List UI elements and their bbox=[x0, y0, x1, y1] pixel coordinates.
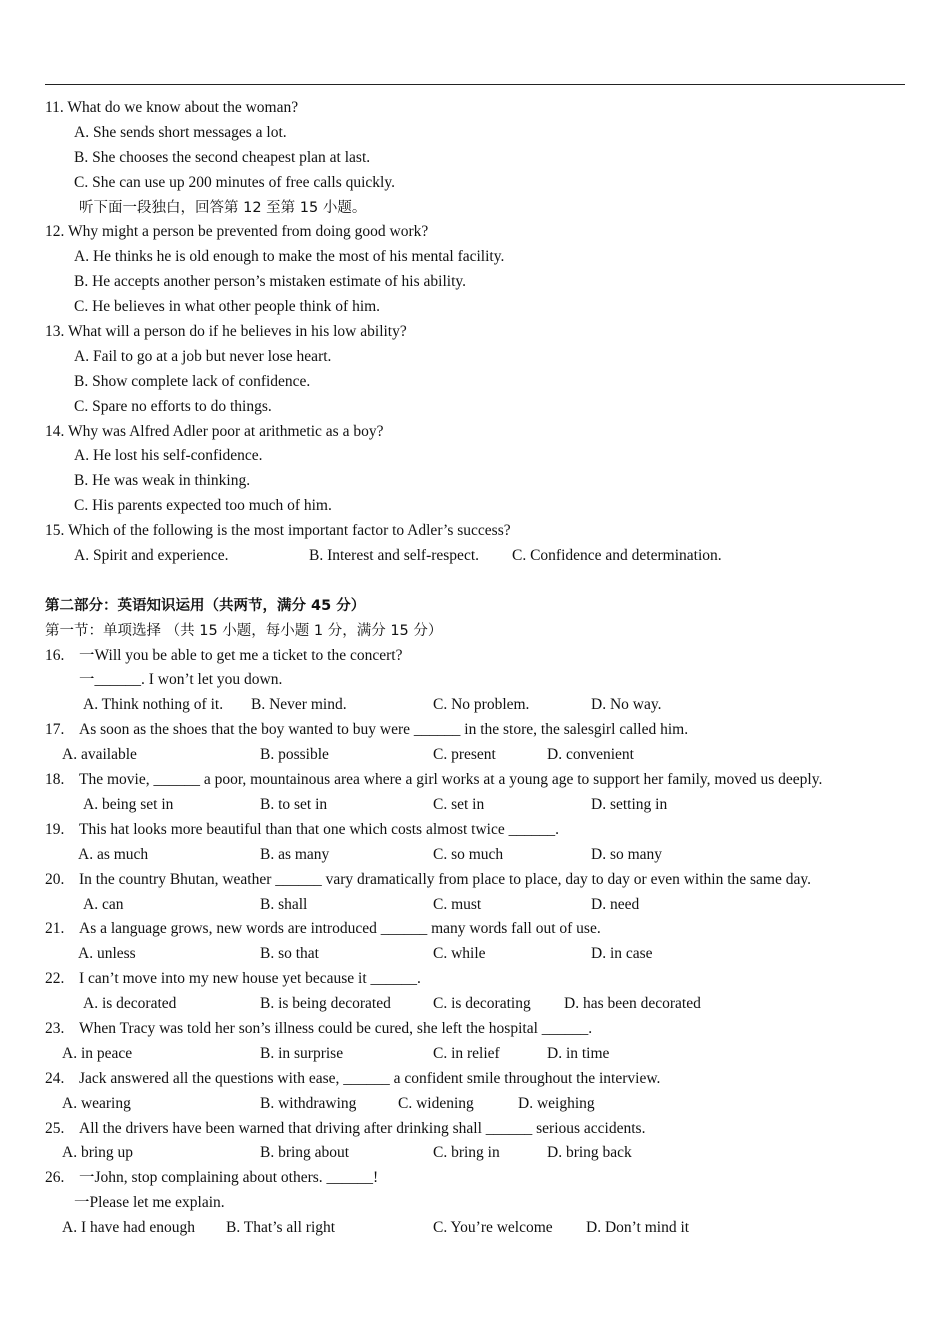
question-12-option-a: A. He thinks he is old enough to make the most of his mental facility. bbox=[74, 248, 505, 266]
question-20-stem bbox=[45, 868, 915, 893]
question-16-number: 16. bbox=[45, 646, 65, 664]
question-15-option-b: B. Interest and self-respect. bbox=[309, 547, 480, 565]
question-20-option-b: B. shall bbox=[260, 895, 308, 913]
question-12-option-c: C. He believes in what other people think of him. bbox=[74, 298, 381, 316]
question-22-text: I can’t move into my new house yet because it ______. bbox=[79, 970, 421, 988]
question-26-reply: 一Please let me explain. bbox=[74, 1194, 225, 1212]
question-25-text: All the drivers have been warned that driving after drinking shall ______ serious accidents. bbox=[79, 1119, 646, 1137]
question-25-number: 25. bbox=[45, 1119, 65, 1137]
question-22-number: 22. bbox=[45, 970, 65, 988]
question-22-option-b: B. is being decorated bbox=[260, 995, 391, 1013]
question-20-number: 20. bbox=[45, 870, 65, 888]
question-19-option-b: B. as many bbox=[260, 845, 330, 863]
question-24-option-b: B. withdrawing bbox=[260, 1094, 357, 1112]
exam-page bbox=[45, 96, 915, 1241]
question-20-option-d: D. need bbox=[591, 895, 640, 913]
question-21-option-a: A. unless bbox=[78, 945, 136, 963]
question-21-text: As a language grows, new words are introduced ______ many words fall out of use. bbox=[79, 920, 601, 938]
question-22-option-a: A. is decorated bbox=[83, 995, 177, 1013]
question-18-option-d: D. setting in bbox=[591, 795, 668, 813]
question-19-text: This hat looks more beautiful than that one which costs almost twice ______. bbox=[79, 820, 559, 838]
question-24-stem bbox=[45, 1067, 915, 1092]
question-26-stem bbox=[45, 1166, 915, 1191]
question-16-option-a: A. Think nothing of it. bbox=[83, 696, 224, 714]
question-13-option-a: A. Fail to go at a job but never lose heart. bbox=[74, 347, 332, 365]
question-17-options bbox=[45, 743, 915, 768]
question-13-stem: 13. What will a person do if he believes in his low ability? bbox=[45, 323, 407, 341]
question-16-option-d: D. No way. bbox=[591, 696, 662, 714]
question-15-options bbox=[45, 544, 915, 569]
question-18-options bbox=[45, 793, 915, 818]
question-22-option-c: C. is decorating bbox=[433, 995, 531, 1013]
question-24-number: 24. bbox=[45, 1069, 65, 1087]
question-26-option-d: D. Don’t mind it bbox=[586, 1219, 690, 1237]
question-24-option-a: A. wearing bbox=[62, 1094, 131, 1112]
question-20-options bbox=[45, 893, 915, 918]
question-20-option-a: A. can bbox=[83, 895, 124, 913]
question-21-stem bbox=[45, 917, 915, 942]
question-15-stem: 15. Which of the following is the most important factor to Adler’s success? bbox=[45, 522, 511, 540]
question-23-option-a: A. in peace bbox=[62, 1044, 133, 1062]
question-25-option-d: D. bring back bbox=[547, 1144, 632, 1162]
part2-title: 第二部分：英语知识运用（共两节，满分 45 分） bbox=[45, 597, 366, 614]
question-21-option-d: D. in case bbox=[591, 945, 653, 963]
question-17-stem bbox=[45, 718, 915, 743]
question-23-options bbox=[45, 1042, 915, 1067]
question-11-stem: 11. What do we know about the woman? bbox=[45, 99, 299, 116]
question-17-text: As soon as the shoes that the boy wanted to buy were ______ in the store, the salesgirl called him. bbox=[79, 721, 689, 739]
question-23-stem bbox=[45, 1017, 915, 1042]
question-21-options bbox=[45, 942, 915, 967]
question-18-number: 18. bbox=[45, 771, 65, 789]
question-15-option-a: A. Spirit and experience. bbox=[74, 547, 229, 565]
question-19-options bbox=[45, 843, 915, 868]
question-16-options bbox=[45, 693, 915, 718]
question-26-option-b: B. That’s all right bbox=[226, 1219, 336, 1237]
question-14-option-c: C. His parents expected too much of him. bbox=[74, 497, 332, 515]
question-24-options bbox=[45, 1092, 915, 1117]
question-15-option-c: C. Confidence and determination. bbox=[512, 547, 722, 565]
question-24-text: Jack answered all the questions with ease, ______ a confident smile throughout the interview. bbox=[79, 1069, 661, 1087]
question-17-option-b: B. possible bbox=[260, 746, 329, 764]
question-17-option-c: C. present bbox=[433, 746, 496, 764]
question-11-option-b: B. She chooses the second cheapest plan at last. bbox=[74, 148, 371, 166]
question-26-options bbox=[45, 1216, 915, 1241]
question-17-option-d: D. convenient bbox=[547, 746, 634, 764]
question-24-option-c: C. widening bbox=[398, 1094, 474, 1112]
question-25-option-c: C. bring in bbox=[433, 1144, 500, 1162]
question-23-text: When Tracy was told her son’s illness could be cured, she left the hospital ______. bbox=[79, 1019, 593, 1037]
question-20-option-c: C. must bbox=[433, 895, 482, 913]
section-spacer bbox=[45, 569, 915, 594]
question-19-option-d: D. so many bbox=[591, 845, 663, 863]
question-25-option-b: B. bring about bbox=[260, 1144, 350, 1162]
question-21-option-c: C. while bbox=[433, 945, 486, 963]
question-21-number: 21. bbox=[45, 920, 65, 938]
question-24-option-d: D. weighing bbox=[518, 1094, 595, 1112]
question-18-option-c: C. set in bbox=[433, 795, 485, 813]
question-19-option-c: C. so much bbox=[433, 845, 504, 863]
question-23-option-c: C. in relief bbox=[433, 1044, 500, 1062]
question-16-reply: 一______. I won’t let you down. bbox=[79, 671, 283, 689]
question-19-stem bbox=[45, 818, 915, 843]
question-11-option-c: C. She can use up 200 minutes of free calls quickly. bbox=[74, 173, 395, 191]
question-13-option-b: B. Show complete lack of confidence. bbox=[74, 372, 311, 390]
question-14-option-a: A. He lost his self-confidence. bbox=[74, 447, 263, 465]
question-26-text: 一John, stop complaining about others. ______! bbox=[79, 1169, 379, 1187]
question-22-option-d: D. has been decorated bbox=[564, 995, 701, 1013]
question-18-text: The movie, ______ a poor, mountainous area where a girl works at a young age to support her family, moved us deeply. bbox=[79, 771, 823, 789]
question-25-options bbox=[45, 1141, 915, 1166]
question-11-option-a: A. She sends short messages a lot. bbox=[74, 123, 287, 141]
question-22-options bbox=[45, 992, 915, 1017]
question-26-option-a: A. I have had enough bbox=[62, 1219, 195, 1237]
question-26-option-c: C. You’re welcome bbox=[433, 1219, 553, 1237]
question-16-text: 一Will you be able to get me a ticket to the concert? bbox=[79, 646, 403, 664]
question-18-stem bbox=[45, 768, 915, 793]
question-20-text: In the country Bhutan, weather ______ vary dramatically from place to place, day to day or even within the same day. bbox=[79, 870, 811, 888]
question-22-stem bbox=[45, 967, 915, 992]
question-18-option-a: A. being set in bbox=[83, 795, 174, 813]
question-23-option-d: D. in time bbox=[547, 1044, 610, 1062]
question-18-option-b: B. to set in bbox=[260, 795, 328, 813]
question-17-number: 17. bbox=[45, 721, 65, 739]
header-rule bbox=[45, 84, 905, 85]
question-16-option-c: C. No problem. bbox=[433, 696, 530, 714]
question-16-stem bbox=[45, 644, 915, 669]
question-26-number: 26. bbox=[45, 1169, 65, 1187]
question-23-option-b: B. in surprise bbox=[260, 1044, 344, 1062]
question-25-stem bbox=[45, 1117, 915, 1142]
question-17-option-a: A. available bbox=[62, 746, 137, 764]
question-14-stem: 14. Why was Alfred Adler poor at arithmetic as a boy? bbox=[45, 422, 384, 440]
monologue-instruction: 听下面一段独白，回答第 12 至第 15 小题。 bbox=[79, 199, 367, 216]
question-16-option-b: B. Never mind. bbox=[251, 696, 347, 714]
question-25-option-a: A. bring up bbox=[62, 1144, 134, 1162]
question-19-option-a: A. as much bbox=[78, 845, 149, 863]
question-13-option-c: C. Spare no efforts to do things. bbox=[74, 397, 272, 415]
question-12-stem: 12. Why might a person be prevented from doing good work? bbox=[45, 223, 429, 241]
question-21-option-b: B. so that bbox=[260, 945, 319, 963]
question-23-number: 23. bbox=[45, 1019, 65, 1037]
question-12-option-b: B. He accepts another person’s mistaken estimate of his ability. bbox=[74, 273, 466, 291]
section1-title: 第一节：单项选择 （共 15 小题，每小题 1 分，满分 15 分） bbox=[45, 622, 443, 639]
question-19-number: 19. bbox=[45, 820, 65, 838]
question-14-option-b: B. He was weak in thinking. bbox=[74, 472, 251, 490]
